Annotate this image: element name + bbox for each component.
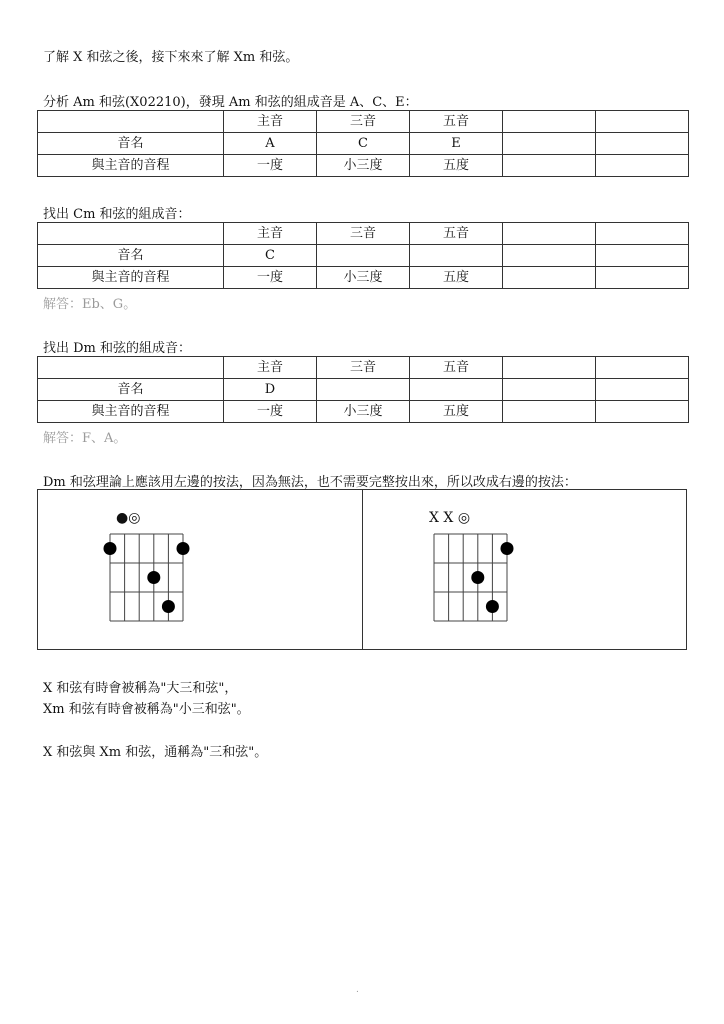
table-cell [596,155,689,177]
table-cell: 與主音的音程 [38,267,224,289]
table-cell: 三音 [317,111,410,133]
table-cell: 一度 [224,401,317,423]
table-cell [38,357,224,379]
table-cell [596,401,689,423]
footer-mark: . [356,985,359,995]
outro-line-3: X 和弦與 Xm 和弦，通稱為"三和弦"。 [43,745,268,760]
table-row [38,401,689,423]
chord-left-top-marks: ●◎ [116,510,141,526]
table-cell: 音名 [38,379,224,401]
table-cell [503,245,596,267]
table-cell: 五音 [410,111,503,133]
table-cell [503,401,596,423]
table-cell: 小三度 [317,267,410,289]
table-row [38,245,689,267]
outro-line-2: Xm 和弦有時會被稱為"小三和弦"。 [43,702,250,717]
table-cell [317,379,410,401]
table-cell [503,133,596,155]
finger-dot [147,571,160,584]
table-cell: 音名 [38,245,224,267]
dm-answer: 解答：F、A。 [43,431,127,446]
table-cell [503,357,596,379]
table-cell: 一度 [224,155,317,177]
table-cell: 五音 [410,223,503,245]
table-cell [503,223,596,245]
table-cell: 主音 [224,111,317,133]
chord-diagram-right [422,526,522,626]
table-cell: D [224,379,317,401]
table-cell [596,379,689,401]
table-cell: 五音 [410,357,503,379]
table-cell: C [224,245,317,267]
chord-right-top-marks: X X ◎ [429,510,471,526]
table-cell: 主音 [224,357,317,379]
table-cell [38,223,224,245]
finger-dot [471,571,484,584]
chord-diagram-box [37,489,687,650]
table-header-row [38,357,689,379]
am-title: 分析 Am 和弦(X02210)，發現 Am 和弦的組成音是 A、C、E： [43,95,418,110]
table-cell: 三音 [317,223,410,245]
chord-diagram-left [98,526,198,626]
table-cell [596,111,689,133]
table-row [38,155,689,177]
table-cell: 五度 [410,155,503,177]
table-cell [38,111,224,133]
table-cell: 五度 [410,401,503,423]
am-table [37,110,689,177]
cm-table [37,222,689,289]
table-cell [503,267,596,289]
chord-right-svg [422,526,522,626]
table-cell [317,245,410,267]
table-cell [596,223,689,245]
intro-text: 了解 X 和弦之後，接下來來了解 Xm 和弦。 [43,50,299,65]
table-cell: 音名 [38,133,224,155]
table-cell [596,267,689,289]
finger-dot [486,600,499,613]
table-cell: E [410,133,503,155]
finger-dot [104,542,117,555]
table-cell [503,155,596,177]
finger-dot [177,542,190,555]
table-header-row [38,111,689,133]
cm-answer: 解答：Eb、G。 [43,297,137,312]
table-cell: 主音 [224,223,317,245]
table-cell: 小三度 [317,401,410,423]
table-row [38,133,689,155]
table-cell: 三音 [317,357,410,379]
table-cell: C [317,133,410,155]
dm-table [37,356,689,423]
table-cell: 與主音的音程 [38,401,224,423]
table-row [38,267,689,289]
table-cell: A [224,133,317,155]
dm-note: Dm 和弦理論上應該用左邊的按法，因為無法，也不需要完整按出來，所以改成右邊的按法： [43,475,577,490]
table-cell: 一度 [224,267,317,289]
table-cell [596,357,689,379]
finger-dot [501,542,514,555]
chord-left-svg [98,526,198,626]
cm-title: 找出 Cm 和弦的組成音： [43,207,191,222]
table-row [38,379,689,401]
table-cell [410,379,503,401]
table-cell [596,133,689,155]
table-header-row [38,223,689,245]
table-cell [503,111,596,133]
table-cell: 五度 [410,267,503,289]
table-cell: 與主音的音程 [38,155,224,177]
finger-dot [162,600,175,613]
table-cell [410,245,503,267]
table-cell [596,245,689,267]
table-cell: 小三度 [317,155,410,177]
table-cell [503,379,596,401]
outro-line-1: X 和弦有時會被稱為"大三和弦"， [43,681,238,696]
divider [362,490,363,649]
dm-title: 找出 Dm 和弦的組成音： [43,341,192,356]
